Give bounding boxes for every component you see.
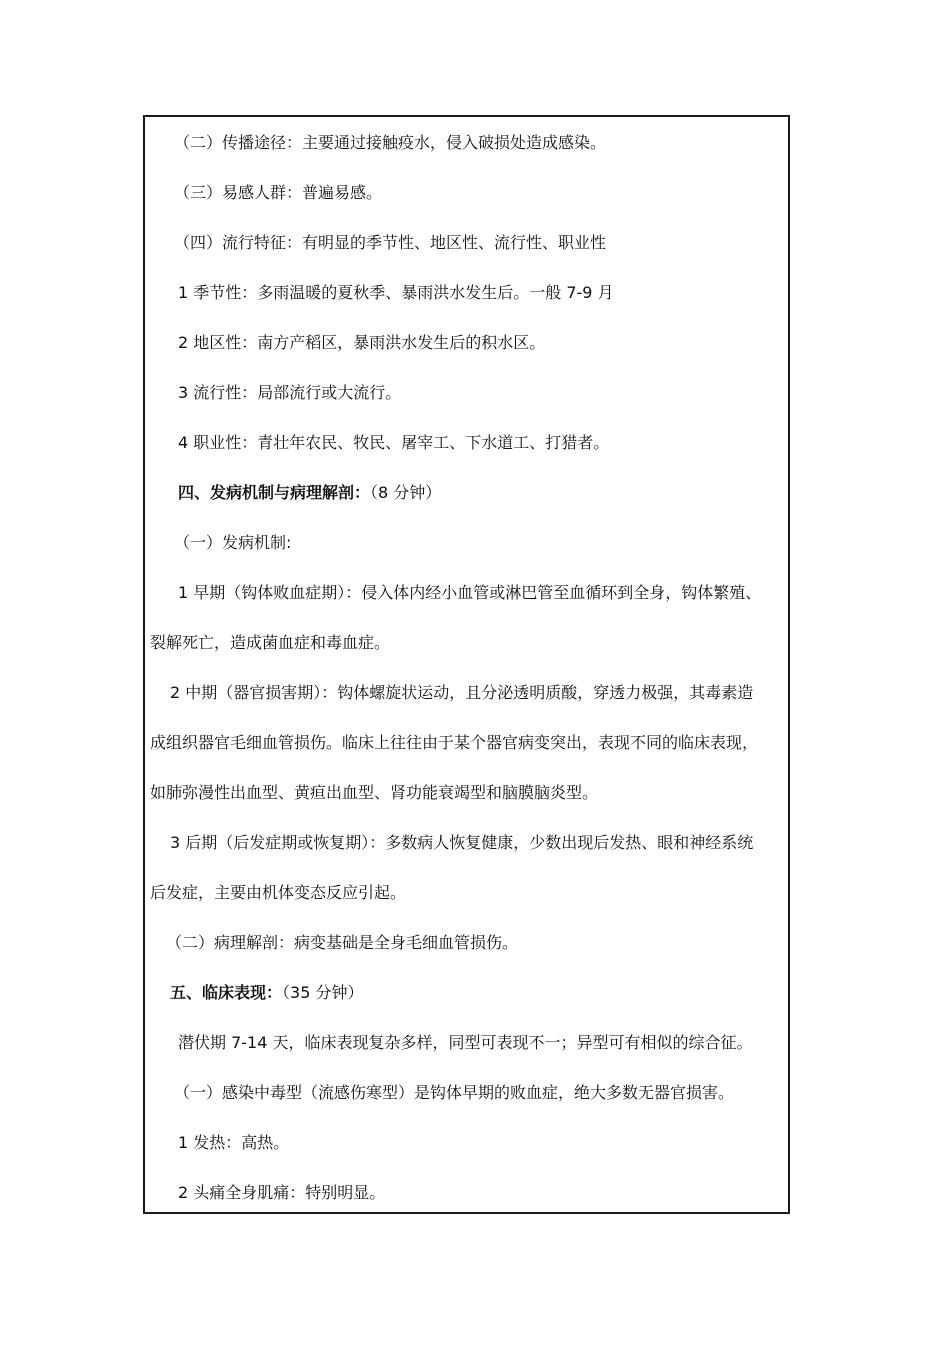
early-stage-line-2: 裂解死亡，造成菌血症和毒血症。	[150, 633, 391, 652]
section-5-heading-line	[150, 981, 810, 1005]
middle-stage-line-3: 如肺弥漫性出血型、黄疸出血型、肾功能衰竭型和脑膜脑炎型。	[150, 783, 599, 802]
early-stage-line-1: 1 早期（钩体败血症期）：侵入体内经小血管或淋巴管至血循环到全身，钩体繁殖、	[178, 583, 762, 602]
middle-stage-line-2: 成组织器官毛细血管损伤。临床上往往由于某个器官病变突出，表现不同的临床表现，	[150, 733, 759, 752]
pathogenesis-title: （一）发病机制:	[174, 533, 292, 552]
section-5-heading: 五、临床表现：	[170, 983, 283, 1002]
regionality-line: 2 地区性：南方产稻区，暴雨洪水发生后的积水区。	[178, 333, 546, 352]
susceptible-population-line: （三）易感人群：普遍易感。	[174, 183, 383, 202]
headache-myalgia-line: 2 头痛全身肌痛：特别明显。	[178, 1183, 386, 1202]
occupational-line: 4 职业性：青壮年农民、牧民、屠宰工、下水道工、打猎者。	[178, 433, 610, 452]
section-4-duration: （8 分钟）	[370, 483, 442, 502]
seasonality-line: 1 季节性：多雨温暖的夏秋季、暴雨洪水发生后。一般 7-9 月	[178, 283, 614, 302]
late-stage-line-1: 3 后期（后发症期或恢复期）：多数病人恢复健康，少数出现后发热、眼和神经系统	[170, 833, 754, 852]
late-stage-line-2: 后发症，主要由机体变态反应引起。	[150, 883, 407, 902]
section-4-heading: 四、发病机制与病理解剖：	[178, 483, 371, 502]
middle-stage-line-1: 2 中期（器官损害期）：钩体螺旋状运动，且分泌透明质酸，穿透力极强，其毒素造	[170, 683, 754, 702]
infection-toxic-type-line: （一）感染中毒型（流感伤寒型）是钩体早期的败血症，绝大多数无器官损害。	[174, 1083, 735, 1102]
incubation-period-line: 潜伏期 7-14 天，临床表现复杂多样，同型可表现不一；异型可有相似的综合征。	[178, 1033, 753, 1052]
transmission-route-line: （二）传播途径：主要通过接触疫水，侵入破损处造成感染。	[174, 133, 607, 152]
epidemicity-line: 3 流行性：局部流行或大流行。	[178, 383, 402, 402]
pathological-anatomy-line: （二）病理解剖：病变基础是全身毛细血管损伤。	[166, 933, 519, 952]
section-4-heading-line	[150, 481, 818, 505]
epidemic-features-line: （四）流行特征：有明显的季节性、地区性、流行性、职业性	[174, 233, 607, 252]
fever-line: 1 发热：高热。	[178, 1133, 290, 1152]
section-5-duration: （35 分钟）	[282, 983, 364, 1002]
